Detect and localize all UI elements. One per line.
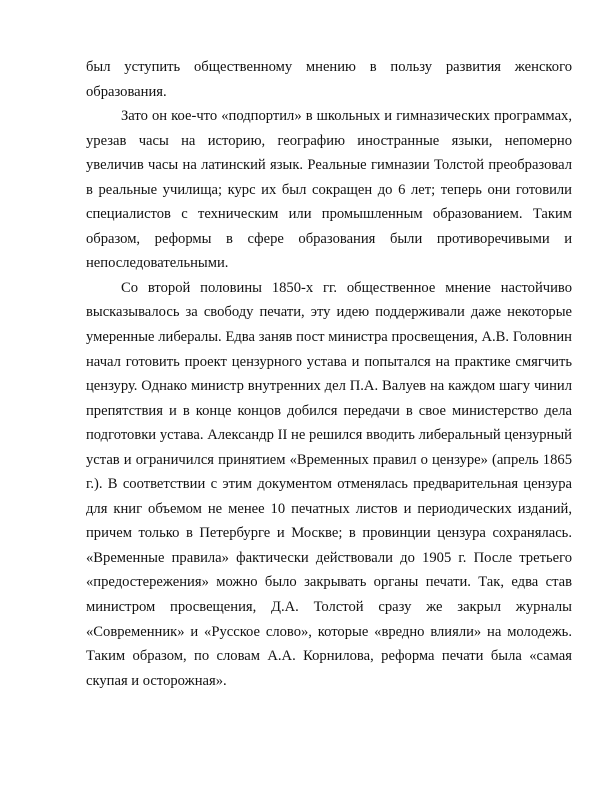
paragraph-press-reform: Со второй половины 1850-х гг. общественное мнение настойчиво высказывалось за свободу печати, эту идею поддерживали даже некоторые умеренные либералы. Едва заняв пост министра просвещения, А.В. Головнин начал готовить проект цензурного устава и попытался на практике смягчить цензуру. Однако министр внутренних дел П.А. Валуев на каждом шагу чинил препятствия и в конце концов добился передачи в свое министерство дела подготовки устава. Александр II не решился вводить либеральный цензурный устав и ограничился принятием «Временных правил о цензуре» (апрель 1865 г.). В соответствии с этим документом отменялась предварительная цензура для книг объемом не менее 10 печатных листов и периодических изданий, причем только в Петербурге и Москве; в провинции цензура сохранялась. «Временные правила» фактически действовали до 1905 г. После третьего «предостережения» можно было закрывать органы печати. Так, едва став министром просвещения, Д.А. Толстой сразу же закрыл журналы «Современник» и «Русское слово», которые «вредно влияли» на молодежь. Таким образом, по словам А.А. Корнилова, реформа печати была «самая скупая и осторожная».	[86, 279, 572, 689]
paragraph-education-programs: Зато он кое-что «подпортил» в школьных и гимназических программах, урезав часы на историю, географию иностранные языки, непомерно увеличив часы на латинский язык. Реальные гимназии Толстой преобразовал в реальные училища; курс их был сокращен до 6 лет; теперь они готовили специалистов с техническим или промышленным образованием. Таким образом, реформы в сфере образования были противоречивыми и непоследовательными.	[86, 108, 572, 272]
document-body	[86, 55, 572, 693]
paragraph-continuation: был уступить общественному мнению в пользу развития женского образования.	[86, 59, 572, 100]
